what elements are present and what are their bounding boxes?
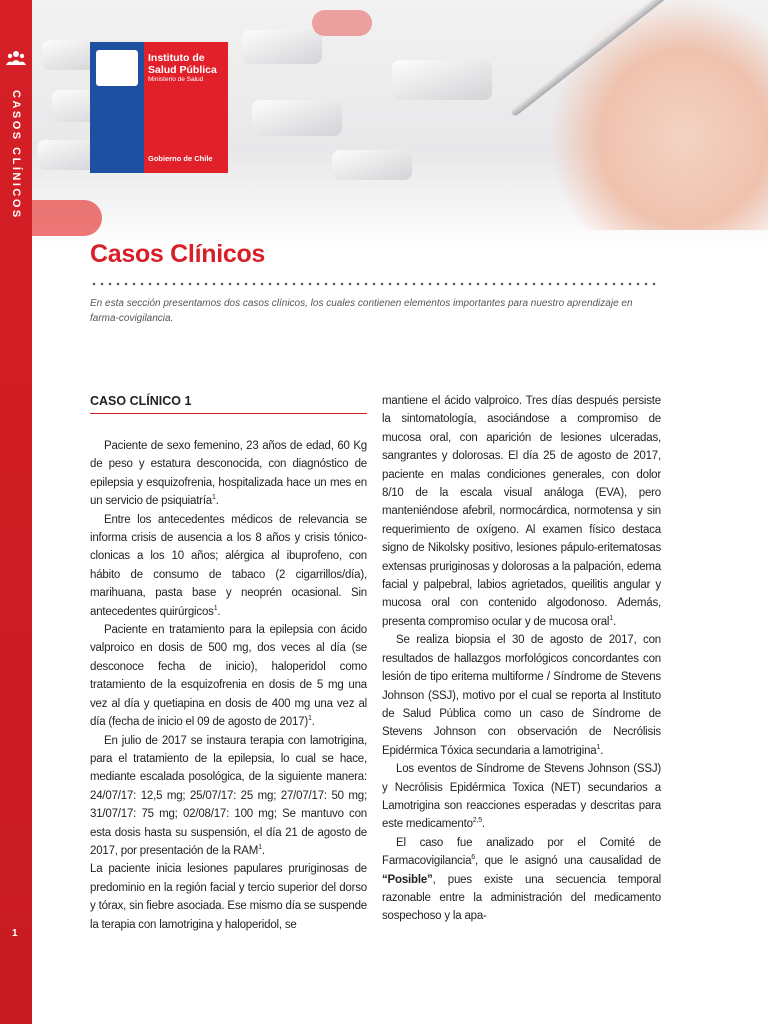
page-title: Casos Clínicos: [90, 240, 266, 268]
intro-text: En esta sección presentamos dos casos clínicos, los cuales contienen elementos importantes para nuestro aprendizaje en farma-covigilancia.: [90, 298, 633, 324]
text-column-left: [90, 437, 367, 934]
sidebar-section-label: CASOS CLÍNICOS: [10, 90, 22, 220]
paragraph: La paciente inicia lesiones papulares pruriginosas de predominio en la región facial y tercio superior del dorso y tórax, sin fiebre asociada. Ese mismo día se suspende la terapia con lamotrigina y haloperidol, se: [90, 863, 367, 931]
paragraph: Paciente en tratamiento para la epilepsia con ácido valproico en dosis de 500 mg, dos veces al día (se desconoce fecha de inicio), haloperidol como tratamiento de la esquizofrenia en dosis de 5 mg una vez al día y quetiapina en dosis de 400 mg una vez al día (fecha de inicio el 09 de agosto de 2017)$^1$.: [90, 624, 367, 729]
chile-crest-icon: [96, 50, 138, 86]
paragraph: El caso fue analizado por el Comité de Farmacovigilancia$^6$, que le asignó una causalidad de “Posible”, pues existe una secuencia temporal razonable entre la administración del medicamento sospechoso y la apa-: [382, 836, 661, 923]
paragraph: Se realiza biopsia el 30 de agosto de 2017, con resultados de hallazgos morfológicos concordantes con lesión de tipo eritema multiforme / Síndrome de Stevens Johnson (SSJ), motivo por el cual se reporta al Instituto de Salud Pública como un caso de Síndrome de Stevens Johnson con observación de Necrólisis Epidérmica Tóxica secundaria a lamotrigina$^1$.: [382, 634, 661, 757]
paragraph: mantiene el ácido valproico. Tres días después persiste la sintomatología, asociándose a compromiso de mucosa oral, con aparición de lesiones ulceradas, sangrantes y dolorosas. El día 25 de agosto de 2017, paciente en malas condiciones generales, con dolor 8/10 de la escala visual análoga (EVA), pero manteniéndose afebril, normocárdica, normotensa y sin requerimiento de oxígeno. Al examen físico destaca signo de Nikolsky positivo, lesiones pápulo-eritematosas extensas pruriginosas y dolorosas a la palpación, edema facial y palpebral, labios agrietados, queilitis angular y mucosa oral con contenido algodonoso. Además, presenta compromiso ocular y de mucosa oral$^1$.: [382, 395, 661, 628]
sidebar-band: [0, 0, 32, 1024]
paragraph: Entre los antecedentes médicos de relevancia se informa crisis de ausencia a los 8 años y crisis tónico-clonicas a los 10 años; alérgica al ibuprofeno, con hábito de consumo de tabaco (2 cigarrillos/día), marihuana, pasta base y neoprén ocasional. Sin antecedentes quirúrgicos$^1$.: [90, 513, 367, 618]
case-heading-rule: [90, 413, 367, 414]
logo-institute-name: Instituto de Salud Pública: [148, 52, 217, 76]
people-icon: [6, 50, 26, 66]
logo-ministry: Ministerio de Salud: [148, 76, 204, 83]
logo-government: Gobierno de Chile: [148, 154, 213, 163]
case-heading: CASO CLÍNICO 1: [90, 394, 192, 408]
paragraph: Los eventos de Síndrome de Stevens Johnson (SSJ) y Necrólisis Epidérmica Toxica (NET) secundarios a Lamotrigina son reacciones esperadas y descritas para este medicamento$^{2,5}$.: [382, 763, 661, 831]
page-number: 1: [12, 928, 18, 939]
hand-writing-image: [552, 0, 768, 230]
paragraph: Paciente de sexo femenino, 23 años de edad, 60 Kg de peso y estatura desconocida, con diagnóstico de epilepsia y esquizofrenia, hospitalizada hace un mes en un servicio de psiquiatría$^1$.: [90, 440, 367, 508]
isp-logo: [90, 42, 228, 173]
paragraph: En julio de 2017 se instaura terapia con lamotrigina, para el tratamiento de la epilepsia, lo cual se hace, mediante escalada posológica, de la siguiente manera: 24/07/17: 12,5 mg; 25/07/17: 25 mg; 27/07/17: 50 mg; 31/07/17: 75 mg; 02/08/17: 100 mg; Se mantuvo con esta dosis hasta su suspensión, el día 21 de agosto de 2017, por presentación de la RAM$^1$.: [90, 734, 367, 857]
dotted-divider: [90, 282, 660, 286]
text-column-right: [382, 392, 661, 926]
